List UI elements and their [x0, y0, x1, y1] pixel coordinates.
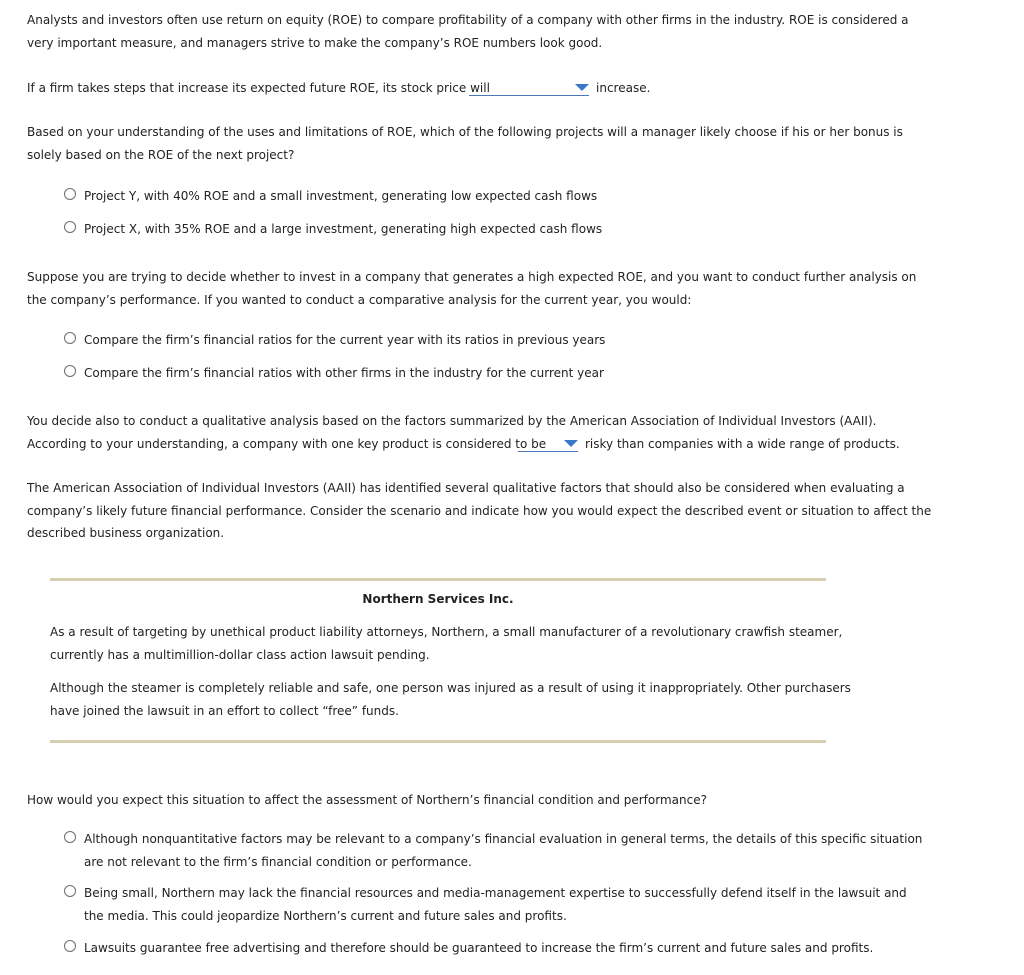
q1-prompt: If a firm takes steps that increase its expected future ROE, its stock price will	[27, 81, 490, 95]
q5-intro-line-2: company’s likely future financial performance. Consider the scenario and indicate how you would expect the described event or situation to affect the	[27, 503, 932, 518]
case-p1-line-1: As a result of targeting by unethical product liability attorneys, Northern, a small manufacturer of a revolutionary crawfish steamer,	[50, 625, 843, 639]
q2-line-1: Based on your understanding of the uses and limitations of ROE, which of the following projects will a manager likely choose if his or her bonus is	[27, 125, 903, 139]
case-paragraph-2	[50, 677, 851, 722]
q5-option-2-line-1: Being small, Northern may lack the financial resources and media-management expertise to successfully defend itself in the lawsuit and	[84, 886, 907, 900]
case-p2-line-2: have joined the lawsuit in an effort to collect “free” funds.	[50, 703, 399, 718]
radio-button[interactable]	[64, 831, 76, 843]
intro-line-1: Analysts and investors often use return on equity (ROE) to compare profitability of a company with other firms in the industry. ROE is considered a	[27, 13, 909, 27]
q2-line-2: solely based on the ROE of the next project?	[27, 147, 295, 162]
q5-intro	[27, 477, 932, 545]
radio-button[interactable]	[64, 188, 76, 200]
q5-option-1-line-2: are not relevant to the firm’s financial condition or performance.	[84, 854, 472, 869]
radio-button[interactable]	[64, 332, 76, 344]
radio-button[interactable]	[64, 221, 76, 233]
q5-option-label	[84, 937, 873, 960]
q1-suffix: increase.	[596, 81, 651, 95]
q3-line-1: Suppose you are trying to decide whether to invest in a company that generates a high expected ROE, and you want to conduct further analysis on	[27, 270, 917, 284]
chevron-down-icon	[564, 440, 578, 447]
intro-paragraph	[27, 9, 907, 54]
q5-option-label	[84, 828, 922, 873]
q5-intro-line-3: described business organization.	[27, 526, 225, 540]
case-paragraph-1	[50, 621, 843, 666]
case-p1-line-2: currently has a multimillion-dollar class action lawsuit pending.	[50, 647, 430, 662]
q5-intro-line-1: The American Association of Individual Investors (AAII) has identified several qualitative factors that should also be considered when evaluating a	[27, 481, 905, 495]
q2-option-label: Project X, with 35% ROE and a large investment, generating high expected cash flows	[84, 222, 603, 236]
q4-dropdown[interactable]	[518, 437, 578, 452]
intro-line-2: very important measure, and managers strive to make the company’s ROE numbers look good.	[27, 35, 603, 50]
q3-question	[27, 266, 917, 311]
q2-question	[27, 121, 907, 166]
case-top-divider	[50, 578, 826, 581]
case-bottom-divider	[50, 740, 826, 743]
q5-option-1-line-1: Although nonquantitative factors may be relevant to a company’s financial evaluation in general terms, the details of this specific situation	[84, 832, 923, 846]
radio-button[interactable]	[64, 365, 76, 377]
q5-option-label	[84, 882, 907, 927]
case-title: Northern Services Inc.	[362, 592, 514, 606]
q5-option-3-line-1: Lawsuits guarantee free advertising and therefore should be guaranteed to increase the firm’s current and future sales and profits.	[84, 941, 874, 955]
radio-button[interactable]	[64, 885, 76, 897]
q4-prompt: According to your understanding, a company with one key product is considered to be	[27, 437, 547, 451]
case-p2-line-1: Although the steamer is completely reliable and safe, one person was injured as a result of using it inappropriately. Other purchasers	[50, 681, 851, 695]
q4-suffix: risky than companies with a wide range of products.	[585, 437, 900, 451]
q2-option-label: Project Y, with 40% ROE and a small investment, generating low expected cash flows	[84, 189, 598, 203]
q3-option-label: Compare the firm’s financial ratios for the current year with its ratios in previous years	[84, 333, 606, 347]
q5-question: How would you expect this situation to affect the assessment of Northern’s financial condition and performance?	[27, 793, 707, 807]
q3-option-label: Compare the firm’s financial ratios with other firms in the industry for the current year	[84, 366, 604, 380]
q1-dropdown[interactable]	[469, 81, 589, 96]
q4-line-1: You decide also to conduct a qualitative analysis based on the factors summarized by the American Association of Individual Investors (AAII).	[27, 414, 877, 428]
q3-line-2: the company’s performance. If you wanted to conduct a comparative analysis for the current year, you would:	[27, 292, 692, 307]
chevron-down-icon	[575, 84, 589, 91]
q5-option-2-line-2: the media. This could jeopardize Northern’s current and future sales and profits.	[84, 908, 567, 923]
radio-button[interactable]	[64, 940, 76, 952]
